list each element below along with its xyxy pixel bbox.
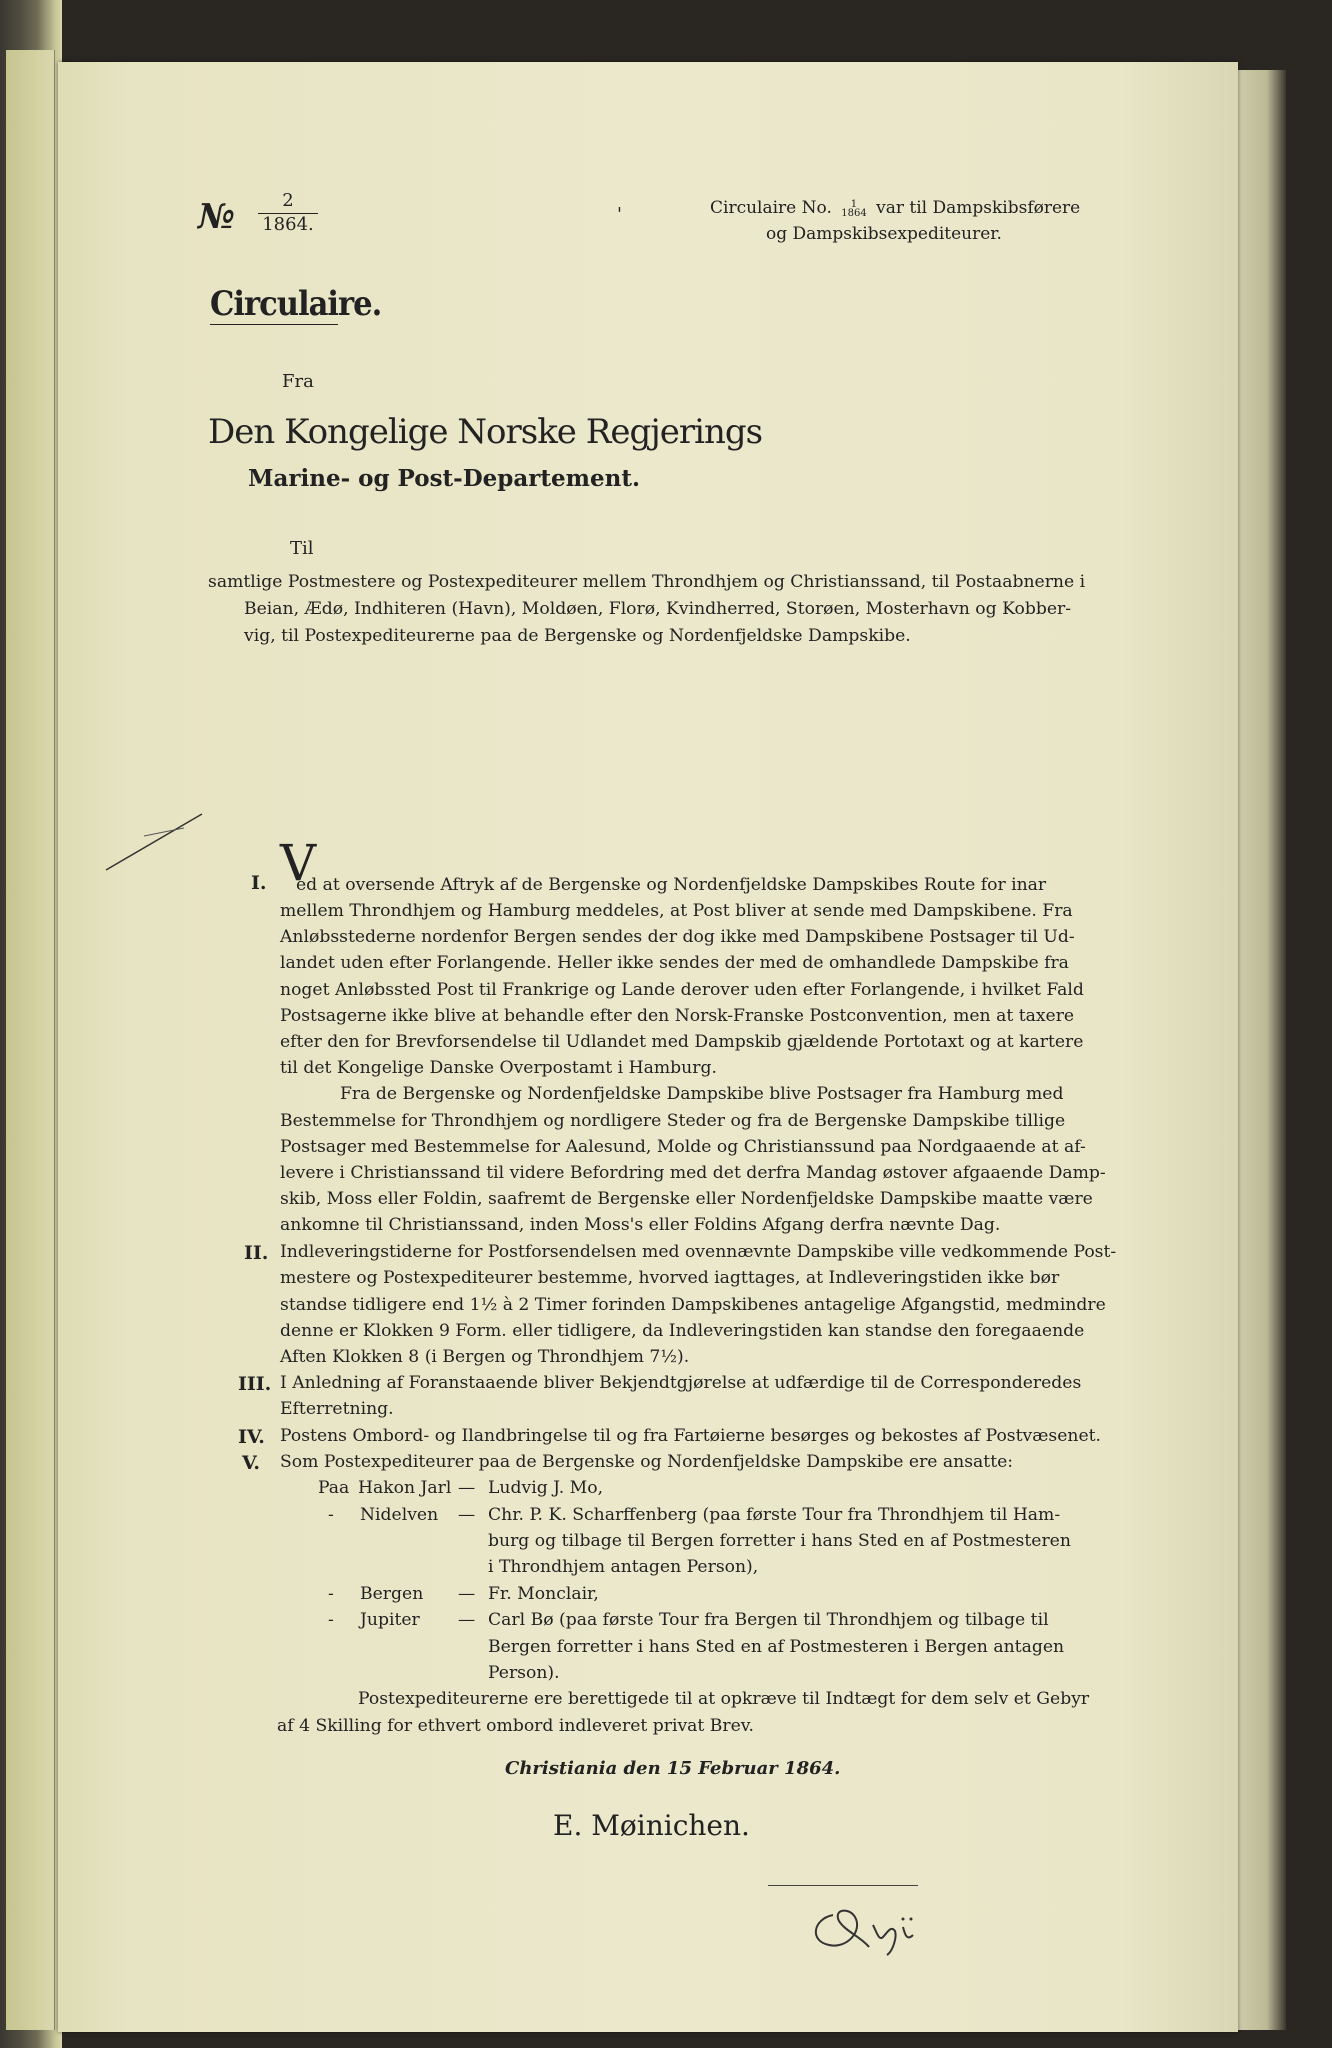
section-i-line: landet uden efter Forlangende. Heller ikke sendes der med de omhandlede Dampskibe fra	[280, 953, 1069, 973]
closing-line: af 4 Skilling for ethvert ombord indleveret privat Brev.	[277, 1716, 754, 1736]
expediteur-line: Bergen forretter i hans Sted en af Postmesteren i Bergen antagen	[488, 1637, 1065, 1657]
circular-number	[258, 190, 318, 236]
expediteur-line: burg og tilbage til Bergen forretter i hans Sted en af Postmesteren	[488, 1531, 1071, 1551]
ink-tick: '	[617, 204, 622, 225]
circular-ref-prefix: Circulaire No.	[710, 198, 832, 218]
addressee-line: Beian, Ædø, Indhiteren (Havn), Moldøen, Florø, Kvindherred, Storøen, Mosterhavn og Kobber-	[244, 599, 1072, 619]
next-pages-edge	[1238, 70, 1286, 2030]
closing-line: Postexpediteurerne ere berettigede til at opkræve til Indtægt for dem selv et Gebyr	[358, 1689, 1090, 1709]
entry-dash: —	[458, 1584, 476, 1604]
ship-prefix: -	[328, 1505, 334, 1525]
drop-cap: V	[280, 834, 317, 892]
document-page	[58, 62, 1238, 2032]
section-i-line: efter den for Brevforsendelse til Udlandet med Dampskib gjældende Portotaxt og at kartere	[280, 1032, 1084, 1052]
entry-dash: —	[458, 1478, 476, 1498]
section-i-line: Bestemmelse for Throndhjem og nordligere Steder og fra de Bergenske Dampskibe tillige	[280, 1111, 1066, 1131]
entry-dash: —	[458, 1505, 476, 1525]
section-ii-line: Indleveringstiderne for Postforsendelsen med ovennævnte Dampskibe ville vedkommende Post-	[280, 1242, 1117, 1262]
section-numeral-iii: III.	[238, 1373, 272, 1395]
department-line1: Den Kongelige Norske Regjerings	[208, 412, 763, 452]
addressee-line: vig, til Postexpediteurerne paa de Bergenske og Nordenfjeldske Dampskibe.	[244, 626, 911, 646]
section-i-line: Postsager med Bestemmelse for Aalesund, Molde og Christianssund paa Nordgaaende at af-	[280, 1137, 1086, 1157]
to-label: Til	[290, 538, 314, 559]
handwritten-signature	[803, 1897, 943, 1957]
title-underline	[210, 324, 338, 325]
ship-name: Jupiter	[360, 1610, 420, 1630]
section-numeral-v: V.	[242, 1452, 261, 1474]
section-i-line: ed at oversende Aftryk af de Bergenske og Nordenfjeldske Dampskibes Route for inar	[296, 875, 1047, 895]
ship-prefix: -	[328, 1610, 334, 1630]
circular-reference-line2: og Dampskibsexpediteurer.	[766, 224, 1002, 244]
section-i-line: levere i Christianssand til videre Befordring med det derfra Mandag østover afgaaende Damp-	[280, 1163, 1106, 1183]
section-i-line: noget Anløbssted Post til Frankrige og Lande derover uden efter Forlangende, i hvilket Fald	[280, 980, 1084, 1000]
expediteur-line: i Throndhjem antagen Person),	[488, 1557, 759, 1577]
expediteur-line: Person).	[488, 1663, 560, 1683]
ship-name: Bergen	[360, 1584, 424, 1604]
from-label: Fra	[282, 371, 314, 392]
ship-name: Hakon Jarl	[358, 1478, 452, 1498]
expediteur-line: Fr. Monclair,	[488, 1584, 599, 1604]
document-title: Circulaire.	[210, 284, 382, 324]
place-date: Christiania den 15 Februar 1864.	[505, 1758, 841, 1779]
signature-rule	[768, 1885, 918, 1886]
section-numeral-iv: IV.	[238, 1426, 265, 1448]
section-numeral-i: I.	[251, 872, 267, 894]
section-ii-line: denne er Klokken 9 Form. eller tidligere, da Indleveringstiden kan standse den foregaaende	[280, 1321, 1085, 1341]
ship-prefix: Paa	[318, 1478, 350, 1498]
section-i-line: Fra de Bergenske og Nordenfjeldske Dampskibe blive Postsager fra Hamburg med	[340, 1084, 1064, 1104]
circular-year: 1864.	[262, 214, 314, 235]
section-iv-line: Postens Ombord- og Ilandbringelse til og fra Fartøierne besørges og bekostes af Postvæsenet.	[280, 1426, 1101, 1446]
ship-name: Nidelven	[360, 1505, 439, 1525]
ship-prefix: -	[328, 1584, 334, 1604]
circular-ref-den: 1864	[841, 207, 867, 219]
number-sign: №	[198, 197, 235, 237]
circular-number-value: 2	[258, 190, 318, 214]
entry-dash: —	[458, 1610, 476, 1630]
section-i-line: Anløbsstederne nordenfor Bergen sendes der dog ikke med Dampskibene Postsager til Ud-	[280, 927, 1075, 947]
expediteur-line: Ludvig J. Mo,	[488, 1478, 604, 1498]
circular-reference-line1	[710, 198, 1080, 218]
section-ii-line: standse tidligere end 1½ à 2 Timer forinden Dampskibenes antagelige Afgangstid, medmindre	[280, 1295, 1106, 1315]
section-i-line: ankomne til Christianssand, inden Moss's eller Foldins Afgang derfra nævnte Dag.	[280, 1215, 1001, 1235]
section-i-line: Postsagerne ikke blive at behandle efter den Norsk-Franske Postconvention, men at taxere	[280, 1006, 1075, 1026]
section-ii-line: Aften Klokken 8 (i Bergen og Throndhjem 7½).	[280, 1347, 690, 1367]
section-iii-line: I Anledning af Foranstaaende bliver Bekjendtgjørelse at udfærdige til de Corresponderedes	[280, 1373, 1082, 1393]
section-ii-line: mestere og Postexpediteurer bestemme, hvorved iagttages, at Indleveringstiden ikke bør	[280, 1268, 1060, 1288]
circular-ref-fraction	[841, 200, 866, 218]
section-i-line: mellem Throndhjem og Hamburg meddeles, at Post bliver at sende med Dampskibene. Fra	[280, 901, 1073, 921]
expediteur-line: Carl Bø (paa første Tour fra Bergen til Throndhjem og tilbage til	[488, 1610, 1049, 1630]
margin-pencil-mark	[24, 740, 224, 880]
section-v-intro: Som Postexpediteurer paa de Bergenske og Nordenfjeldske Dampskibe ere ansatte:	[280, 1452, 1014, 1472]
circular-ref-suffix: var til Dampskibsførere	[876, 198, 1081, 218]
department-line2: Marine- og Post-Departement.	[248, 465, 640, 492]
section-iii-line: Efterretning.	[280, 1399, 394, 1419]
section-i-line: skib, Moss eller Foldin, saafremt de Bergenske eller Nordenfjeldske Dampskibe maatte være	[280, 1189, 1093, 1209]
section-i-line: til det Kongelige Danske Overpostamt i Hamburg.	[280, 1058, 717, 1078]
minister-name: E. Møinichen.	[553, 1809, 750, 1842]
previous-page-edge	[6, 50, 55, 2030]
addressee-line: samtlige Postmestere og Postexpediteurer mellem Throndhjem og Christianssand, til Postaabnerne i	[208, 572, 1086, 592]
section-numeral-ii: II.	[244, 1242, 269, 1264]
expediteur-line: Chr. P. K. Scharffenberg (paa første Tour fra Throndhjem til Ham-	[488, 1505, 1061, 1525]
circular-ref-num: 1	[850, 198, 858, 210]
